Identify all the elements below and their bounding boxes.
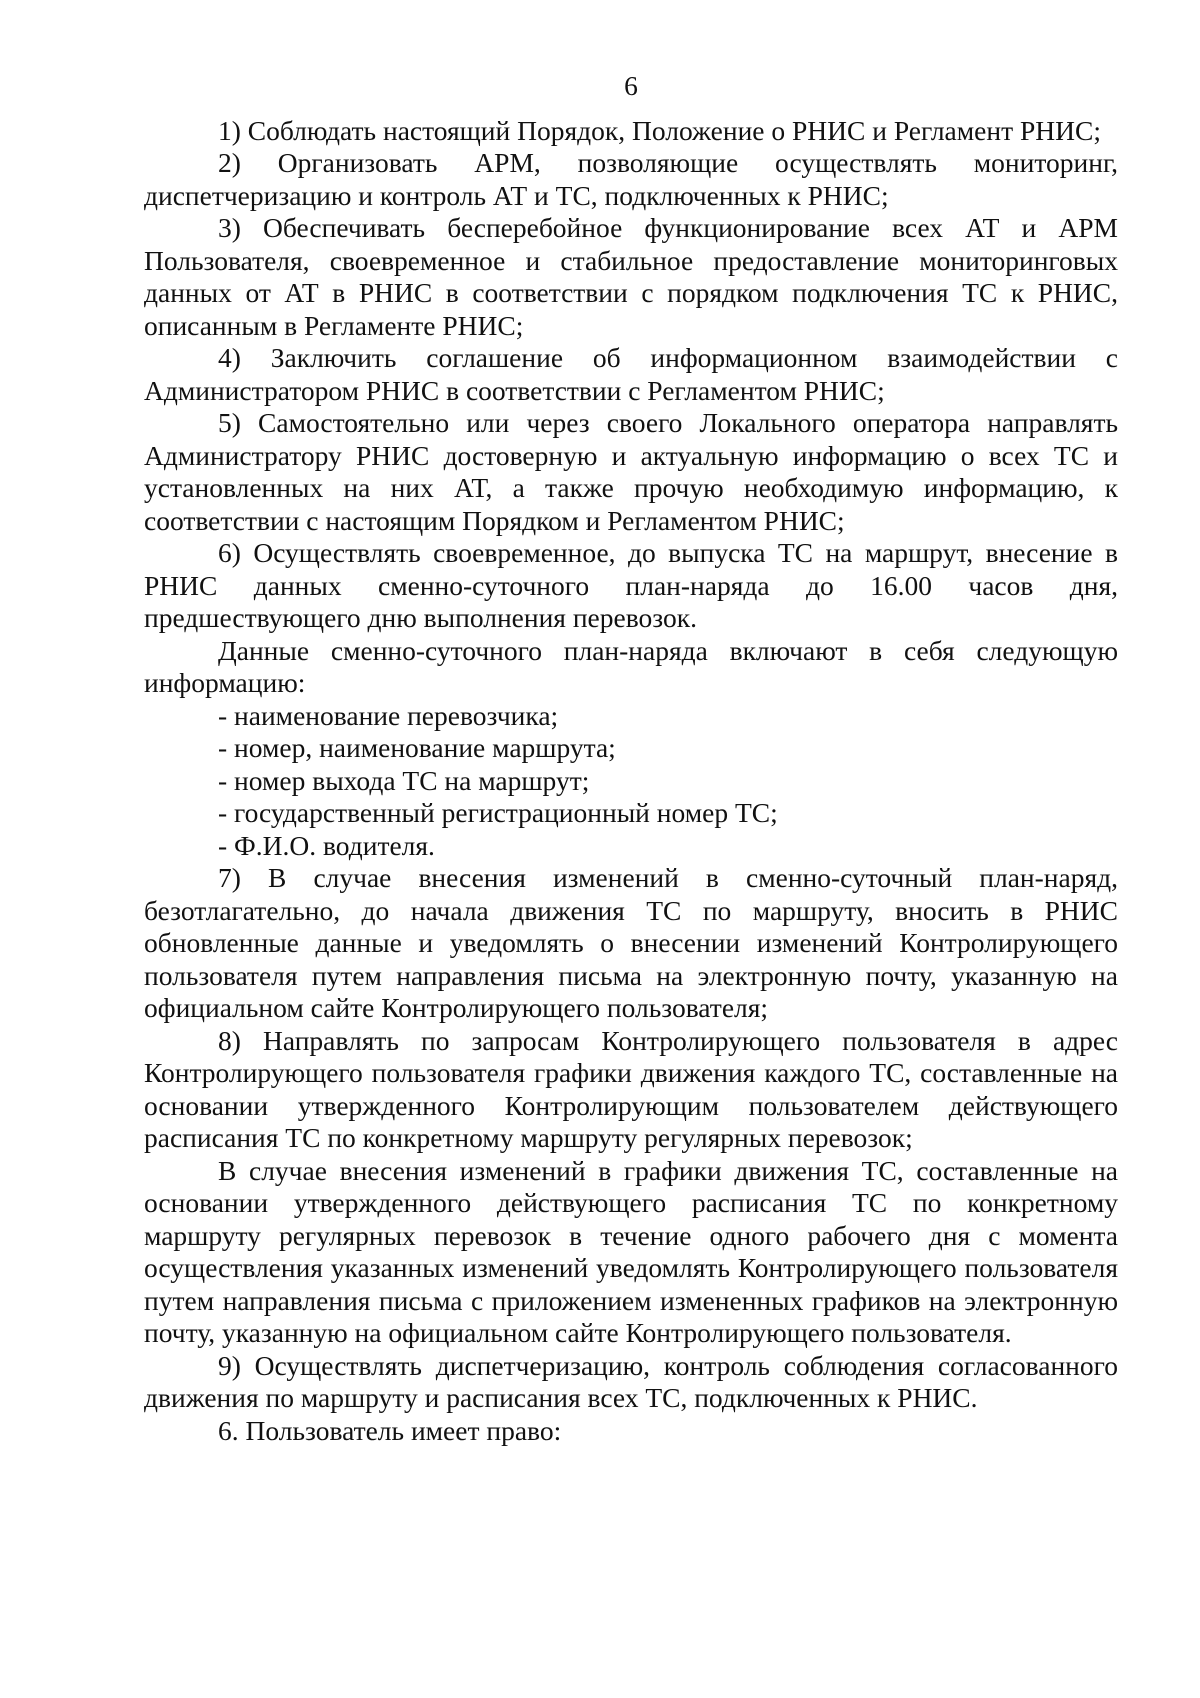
paragraph-item-2: 2) Организовать АРМ, позволяющие осуществлять мониторинг, диспетчеризацию и контроль АТ и ТС, подключенных к РНИС; (144, 147, 1118, 211)
paragraph-item-4: 4) Заключить соглашение об информационном взаимодействии с Администратором РНИС в соответствии с Регламентом РНИС; (144, 342, 1118, 406)
paragraph-item-6: 6) Осуществлять своевременное, до выпуска ТС на маршрут, внесение в РНИС данных сменно-суточного план-наряда до 16.00 часов дня, предшествующего дню выполнения перевозок. (144, 537, 1118, 633)
paragraph-item-9: 9) Осуществлять диспетчеризацию, контроль соблюдения согласованного движения по маршруту и расписания всех ТС, подключенных к РНИС. (144, 1349, 1118, 1413)
list-item: - наименование перевозчика; (218, 699, 559, 731)
paragraph-item-3: 3) Обеспечивать бесперебойное функционирование всех АТ и АРМ Пользователя, своевременное и стабильное предоставление мониторинговых данных от АТ в РНИС в соответствии с порядком подключения ТС к РНИС, описанным в Регламенте РНИС; (144, 212, 1118, 341)
paragraph-item-8: 8) Направлять по запросам Контролирующего пользователя в адрес Контролирующего пользователя графики движения каждого ТС, составленные на основании утвержденного Контролирующим пользователем действующего расписания ТС по конкретному маршруту регулярных перевозок; (144, 1024, 1118, 1153)
paragraph-item-1: 1) Соблюдать настоящий Порядок, Положение о РНИС и Регламент РНИС; (218, 114, 1101, 146)
paragraph-plan-data-intro: Данные сменно-суточного план-наряда включают в себя следующую информацию: (144, 634, 1118, 698)
paragraph-schedule-changes: В случае внесения изменений в графики движения ТС, составленные на основании утвержденного действующего расписания ТС по конкретному маршруту регулярных перевозок в течение одного рабочего дня с момента осуществления указанных изменений уведомлять Контролирующего пользователя путем направления письма с приложением измененных графиков на электронную почту, указанную на официальном сайте Контролирующего пользователя. (144, 1154, 1118, 1348)
section-heading-user-rights: 6. Пользователь имеет право: (218, 1414, 562, 1446)
list-item: - номер, наименование маршрута; (218, 732, 616, 763)
list-item: - государственный регистрационный номер ТС; (218, 797, 778, 828)
list-item: - Ф.И.О. водителя. (218, 829, 435, 861)
document-page (144, 70, 1118, 1447)
paragraph-item-5: 5) Самостоятельно или через своего Локального оператора направлять Администратору РНИС достоверную и актуальную информацию о всех ТС и установленных на них АТ, а также прочую необходимую информацию, к соответствии с настоящим Порядком и Регламентом РНИС; (144, 407, 1118, 536)
page-number: 6 (624, 70, 638, 101)
paragraph-item-7: 7) В случае внесения изменений в сменно-суточный план-наряд, безотлагательно, до начала движения ТС по маршруту, вносить в РНИС обновленные данные и уведомлять о внесении изменений Контролирующего пользователя путем направления письма на электронную почту, указанную на официальном сайте Контролирующего пользователя; (144, 862, 1118, 1023)
list-item: - номер выхода ТС на маршрут; (218, 764, 590, 796)
